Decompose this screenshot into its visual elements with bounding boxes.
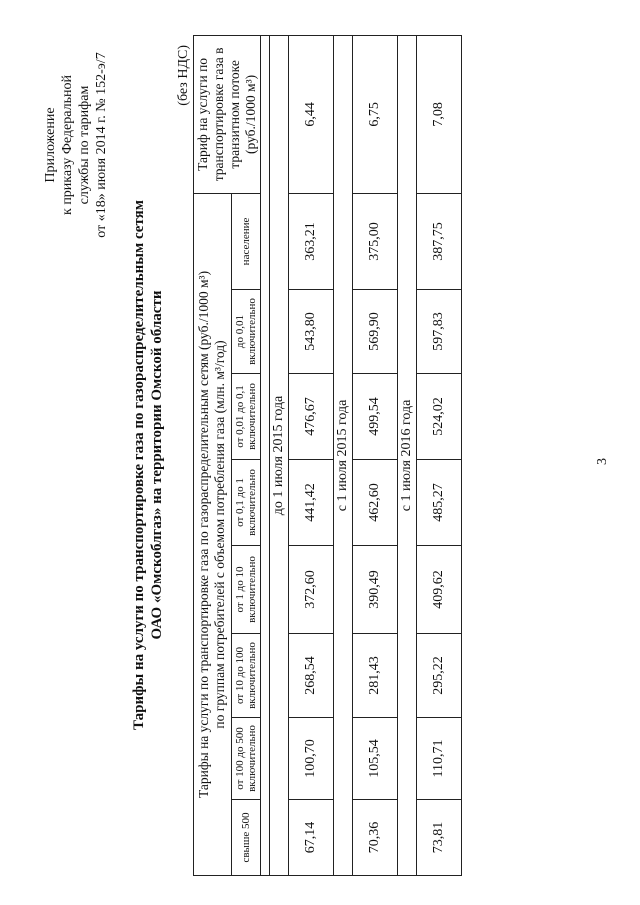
header-main-text: Тарифы на услуги по транспортировке газа по газораспределительным сетям (руб./1000 м³) xyxy=(196,270,212,798)
page-number: 3 xyxy=(595,458,610,465)
period-label: с 1 июля 2015 года xyxy=(334,35,353,875)
table-row xyxy=(289,35,334,875)
table-cell: 499,54 xyxy=(353,374,398,460)
col-header: до 0,01 включительно xyxy=(231,290,260,374)
table-cell: 295,22 xyxy=(417,634,462,718)
period-label: с 1 июля 2016 года xyxy=(398,35,417,875)
table-cell: 105,54 xyxy=(353,718,398,800)
table-cell: 281,43 xyxy=(353,634,398,718)
period-label: до 1 июля 2015 года xyxy=(270,35,289,875)
table-cell: 73,81 xyxy=(417,800,462,876)
table-cell: 441,42 xyxy=(289,460,334,546)
document-title xyxy=(130,185,166,745)
header-sub-text: по группам потребителей с объемом потребления газа (млн. м³/год) xyxy=(212,340,228,729)
table-cell: 7,08 xyxy=(417,35,462,193)
tariff-table xyxy=(193,35,462,876)
table-cell: 268,54 xyxy=(289,634,334,718)
table-cell: 363,21 xyxy=(289,193,334,289)
title-line: ОАО «Омскоблгаз» на территории Омской области xyxy=(149,290,165,640)
table-cell: 485,27 xyxy=(417,460,462,546)
appendix-line: к приказу Федеральной xyxy=(60,75,75,215)
appendix-line: от «18» июня 2014 г. № 152-э/7 xyxy=(94,52,109,238)
vat-note: (без НДС) xyxy=(176,45,191,106)
table-cell: 390,49 xyxy=(353,546,398,634)
table-cell: 524,02 xyxy=(417,374,462,460)
table-cell: 462,60 xyxy=(353,460,398,546)
header-main xyxy=(194,193,232,875)
title-line: Тарифы на услуги по транспортировке газа по газораспределительным сетям xyxy=(131,200,147,730)
table-cell: 597,83 xyxy=(417,290,462,374)
header-transit: Тариф на услуги по транспортировке газа в транзитном потоке (руб./1000 м³) xyxy=(194,35,261,193)
table-cell: 375,00 xyxy=(353,193,398,289)
appendix-block xyxy=(42,25,110,265)
col-header: от 1 до 10 включительно xyxy=(231,546,260,634)
table-cell: 110,71 xyxy=(417,718,462,800)
col-header: от 0,1 до 1 включительно xyxy=(231,460,260,546)
table-cell: 387,75 xyxy=(417,193,462,289)
separator-row xyxy=(261,35,270,875)
appendix-line: Приложение xyxy=(43,107,58,183)
table-cell: 6,75 xyxy=(353,35,398,193)
table-row xyxy=(417,35,462,875)
table-cell: 67,14 xyxy=(289,800,334,876)
col-header: от 10 до 100 включительно xyxy=(231,634,260,718)
table-cell: 372,60 xyxy=(289,546,334,634)
col-header: от 100 до 500 включительно xyxy=(231,718,260,800)
col-header: население xyxy=(231,193,260,289)
table-cell: 100,70 xyxy=(289,718,334,800)
col-header: свыше 500 xyxy=(231,800,260,876)
table-cell: 409,62 xyxy=(417,546,462,634)
table-cell: 569,90 xyxy=(353,290,398,374)
table-cell: 6,44 xyxy=(289,35,334,193)
table-cell: 543,80 xyxy=(289,290,334,374)
appendix-line: службы по тарифам xyxy=(77,85,92,205)
table-cell: 476,67 xyxy=(289,374,334,460)
col-header: от 0,01 до 0,1 включительно xyxy=(231,374,260,460)
table-row xyxy=(353,35,398,875)
table-cell: 70,36 xyxy=(353,800,398,876)
